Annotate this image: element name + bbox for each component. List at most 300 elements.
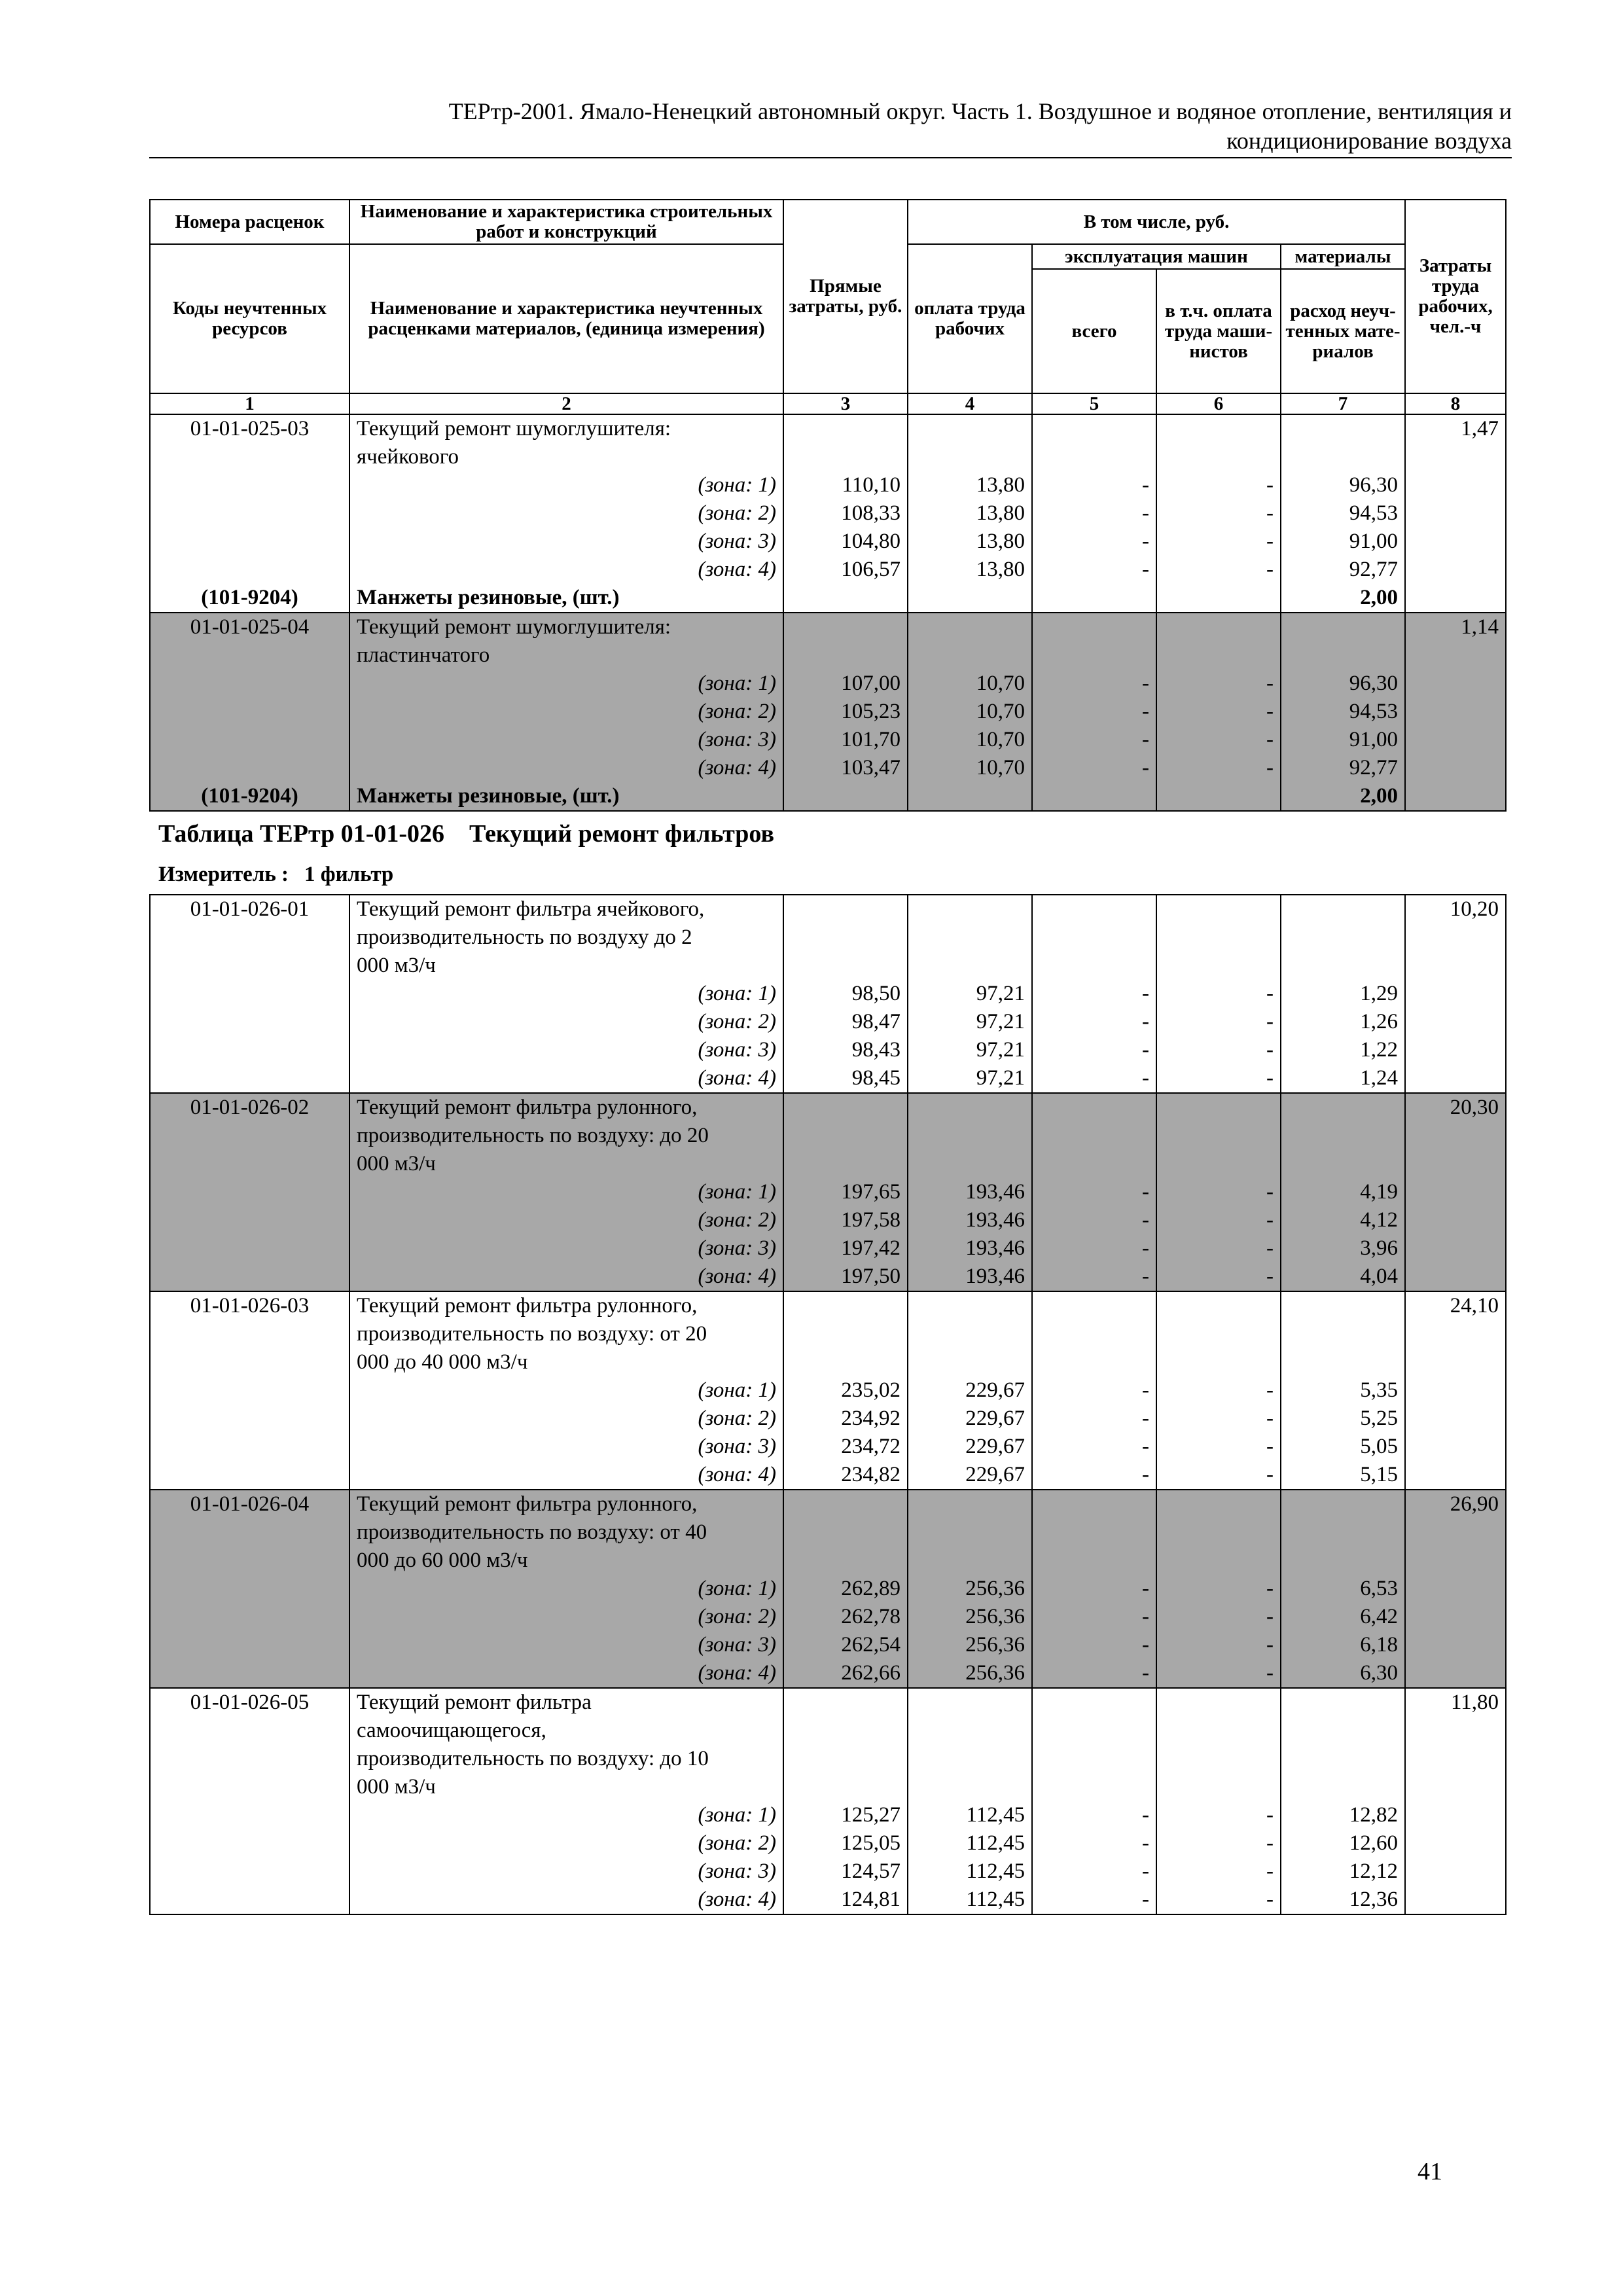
zone-label: (зона: 2)	[349, 1603, 783, 1631]
labor-pay: 10,70	[908, 754, 1032, 782]
zone-row	[150, 1206, 1506, 1234]
labor-cost: 1,14	[1405, 613, 1506, 641]
empty-cell	[783, 1291, 908, 1320]
empty-cell	[908, 1348, 1032, 1376]
col-material-name-header: Наименование и характеристика неучтенных расценками материалов, (единица измерения)	[349, 244, 783, 393]
empty-cell	[908, 1291, 1032, 1320]
rate-name-line: 000 м3/ч	[349, 952, 783, 980]
zone-row	[150, 1178, 1506, 1206]
empty-cell	[1281, 1093, 1405, 1122]
rate-title-row	[150, 1122, 1506, 1150]
labor-pay: 10,70	[908, 670, 1032, 698]
empty-cell	[1156, 1717, 1281, 1745]
labor-pay: 193,46	[908, 1263, 1032, 1291]
rate-title-row	[150, 1348, 1506, 1376]
empty-cell	[1405, 1857, 1506, 1886]
zone-label: (зона: 3)	[349, 1631, 783, 1659]
rate-title-row	[150, 1518, 1506, 1547]
page-header-line-2: кондиционирование воздуха	[1226, 128, 1512, 154]
direct-cost: 110,10	[783, 471, 908, 499]
machinists-pay: -	[1156, 1603, 1281, 1631]
machinists-pay: -	[1156, 670, 1281, 698]
col-machines-header: эксплуатация машин	[1032, 244, 1281, 269]
zone-label: (зона: 2)	[349, 1206, 783, 1234]
empty-cell	[908, 895, 1032, 924]
empty-cell	[1405, 1064, 1506, 1093]
rate-title-row	[150, 952, 1506, 980]
rate-name-line: производительность по воздуху: от 40	[349, 1518, 783, 1547]
empty-cell	[783, 1518, 908, 1547]
rate-name-line: Текущий ремонт шумоглушителя:	[349, 613, 783, 641]
empty-cell	[908, 952, 1032, 980]
col-number: 6	[1156, 393, 1281, 414]
rate-name-line: 000 м3/ч	[349, 1150, 783, 1178]
machines-total: -	[1032, 1461, 1156, 1490]
zone-row	[150, 1886, 1506, 1914]
zone-label: (зона: 3)	[349, 1857, 783, 1886]
rate-code	[150, 1547, 349, 1575]
rate-name-line: 000 до 40 000 м3/ч	[349, 1348, 783, 1376]
labor-cost: 10,20	[1405, 895, 1506, 924]
zone-row	[150, 556, 1506, 584]
empty-cell	[783, 641, 908, 670]
machinists-pay: -	[1156, 754, 1281, 782]
col-machines-total-header: всего	[1032, 269, 1156, 393]
empty-cell	[150, 528, 349, 556]
direct-cost: 125,27	[783, 1801, 908, 1829]
zone-row	[150, 1575, 1506, 1603]
labor-pay: 13,80	[908, 471, 1032, 499]
material-qty: 2,00	[1281, 782, 1405, 811]
machinists-pay: -	[1156, 1857, 1281, 1886]
machines-total: -	[1032, 1886, 1156, 1914]
zone-label: (зона: 1)	[349, 1801, 783, 1829]
rate-code	[150, 1122, 349, 1150]
machines-total: -	[1032, 499, 1156, 528]
zone-label: (зона: 3)	[349, 1036, 783, 1064]
machinists-pay: -	[1156, 1886, 1281, 1914]
labor-cost	[1405, 641, 1506, 670]
empty-cell	[1405, 1659, 1506, 1688]
machinists-pay: -	[1156, 1433, 1281, 1461]
empty-cell	[1405, 528, 1506, 556]
empty-cell	[150, 1064, 349, 1093]
machines-total: -	[1032, 754, 1156, 782]
table-number: Таблица ТЕРтр 01-01-026	[158, 820, 445, 848]
rate-code	[150, 1518, 349, 1547]
empty-cell	[783, 1490, 908, 1518]
empty-cell	[1405, 980, 1506, 1008]
rate-name-line: Текущий ремонт фильтра рулонного,	[349, 1093, 783, 1122]
empty-cell	[1156, 1518, 1281, 1547]
materials-cost: 5,35	[1281, 1376, 1405, 1405]
empty-cell	[150, 556, 349, 584]
empty-cell	[1405, 556, 1506, 584]
empty-cell	[908, 1320, 1032, 1348]
empty-cell	[1032, 895, 1156, 924]
rate-title-row	[150, 1717, 1506, 1745]
empty-cell	[1032, 584, 1156, 613]
zone-label: (зона: 1)	[349, 1376, 783, 1405]
direct-cost: 197,58	[783, 1206, 908, 1234]
empty-cell	[1405, 1575, 1506, 1603]
labor-cost: 26,90	[1405, 1490, 1506, 1518]
empty-cell	[783, 1745, 908, 1773]
empty-cell	[908, 1688, 1032, 1717]
empty-cell	[1405, 471, 1506, 499]
empty-cell	[783, 1547, 908, 1575]
rate-name-line: Текущий ремонт шумоглушителя:	[349, 414, 783, 443]
empty-cell	[150, 1857, 349, 1886]
rate-name-line: производительность по воздуху: до 10	[349, 1745, 783, 1773]
machinists-pay: -	[1156, 1008, 1281, 1036]
col-number: 8	[1405, 393, 1506, 414]
machines-total: -	[1032, 1659, 1156, 1688]
machines-total: -	[1032, 698, 1156, 726]
rate-title-row	[150, 1745, 1506, 1773]
rate-name-line: ячейкового	[349, 443, 783, 471]
labor-pay: 256,36	[908, 1575, 1032, 1603]
zone-label: (зона: 4)	[349, 754, 783, 782]
machinists-pay: -	[1156, 1178, 1281, 1206]
rate-code: 01-01-025-03	[150, 414, 349, 443]
col-resource-code-header: Коды неучтенных ресурсов	[150, 244, 349, 393]
empty-cell	[1032, 414, 1156, 443]
direct-cost: 262,89	[783, 1575, 908, 1603]
empty-cell	[1156, 613, 1281, 641]
machines-total: -	[1032, 670, 1156, 698]
materials-cost: 6,53	[1281, 1575, 1405, 1603]
empty-cell	[1405, 584, 1506, 613]
empty-cell	[1156, 1348, 1281, 1376]
rate-name-line: пластинчатого	[349, 641, 783, 670]
machines-total: -	[1032, 1603, 1156, 1631]
machinists-pay: -	[1156, 726, 1281, 754]
empty-cell	[908, 1122, 1032, 1150]
empty-cell	[908, 1773, 1032, 1801]
rate-code	[150, 952, 349, 980]
meter-label: Измеритель :	[158, 863, 289, 886]
empty-cell	[1281, 1745, 1405, 1773]
rate-name-line: 000 м3/ч	[349, 1773, 783, 1801]
labor-cost	[1405, 1122, 1506, 1150]
labor-pay: 229,67	[908, 1461, 1032, 1490]
empty-cell	[1032, 1773, 1156, 1801]
direct-cost: 98,45	[783, 1064, 908, 1093]
empty-cell	[783, 1093, 908, 1122]
labor-pay: 229,67	[908, 1405, 1032, 1433]
col-rate-number-header: Номера расценок	[150, 200, 349, 244]
empty-cell	[150, 1263, 349, 1291]
col-number: 4	[908, 393, 1032, 414]
rate-name-line: Текущий ремонт фильтра	[349, 1688, 783, 1717]
rate-title-row	[150, 1320, 1506, 1348]
table-name: Текущий ремонт фильтров	[469, 820, 774, 848]
empty-cell	[1405, 1234, 1506, 1263]
materials-cost: 6,42	[1281, 1603, 1405, 1631]
empty-cell	[1032, 1320, 1156, 1348]
col-materials-header: материалы	[1281, 244, 1405, 269]
empty-cell	[150, 471, 349, 499]
zone-row	[150, 1433, 1506, 1461]
empty-cell	[1032, 1688, 1156, 1717]
materials-cost: 12,36	[1281, 1886, 1405, 1914]
machinists-pay: -	[1156, 1659, 1281, 1688]
labor-cost	[1405, 1773, 1506, 1801]
zone-row	[150, 980, 1506, 1008]
col-number: 5	[1032, 393, 1156, 414]
direct-cost: 235,02	[783, 1376, 908, 1405]
machines-total: -	[1032, 726, 1156, 754]
labor-cost	[1405, 1745, 1506, 1773]
materials-cost: 94,53	[1281, 698, 1405, 726]
empty-cell	[150, 698, 349, 726]
zone-row	[150, 754, 1506, 782]
col-materials-unaccounted-header: расход неуч- тенных мате- риалов	[1281, 269, 1405, 393]
zone-label: (зона: 3)	[349, 528, 783, 556]
empty-cell	[908, 1490, 1032, 1518]
rate-code: 01-01-026-04	[150, 1490, 349, 1518]
materials-cost: 1,29	[1281, 980, 1405, 1008]
machines-total: -	[1032, 1008, 1156, 1036]
materials-cost: 4,19	[1281, 1178, 1405, 1206]
empty-cell	[1032, 1348, 1156, 1376]
materials-cost: 1,26	[1281, 1008, 1405, 1036]
empty-cell	[908, 443, 1032, 471]
empty-cell	[1156, 1122, 1281, 1150]
materials-cost: 3,96	[1281, 1234, 1405, 1263]
machinists-pay: -	[1156, 1405, 1281, 1433]
machinists-pay: -	[1156, 1064, 1281, 1093]
zone-row	[150, 1376, 1506, 1405]
empty-cell	[783, 1122, 908, 1150]
empty-cell	[1156, 1547, 1281, 1575]
machines-total: -	[1032, 1376, 1156, 1405]
machines-total: -	[1032, 1064, 1156, 1093]
empty-cell	[1405, 1036, 1506, 1064]
machines-total: -	[1032, 980, 1156, 1008]
direct-cost: 98,50	[783, 980, 908, 1008]
empty-cell	[908, 1745, 1032, 1773]
labor-pay: 13,80	[908, 528, 1032, 556]
rate-title-row	[150, 443, 1506, 471]
empty-cell	[1405, 1263, 1506, 1291]
empty-cell	[1281, 1348, 1405, 1376]
empty-cell	[150, 670, 349, 698]
material-qty: 2,00	[1281, 584, 1405, 613]
zone-label: (зона: 2)	[349, 499, 783, 528]
labor-pay: 112,45	[908, 1857, 1032, 1886]
labor-pay: 97,21	[908, 1036, 1032, 1064]
machines-total: -	[1032, 1631, 1156, 1659]
empty-cell	[783, 1348, 908, 1376]
rate-code: 01-01-026-03	[150, 1291, 349, 1320]
rate-code: 01-01-026-01	[150, 895, 349, 924]
labor-pay: 10,70	[908, 698, 1032, 726]
rate-title-row	[150, 924, 1506, 952]
empty-cell	[1281, 1518, 1405, 1547]
zone-row	[150, 1829, 1506, 1857]
rate-code	[150, 1717, 349, 1745]
empty-cell	[1281, 1150, 1405, 1178]
empty-cell	[150, 1234, 349, 1263]
materials-cost: 12,60	[1281, 1829, 1405, 1857]
header-rule	[149, 157, 1512, 158]
column-number-row	[150, 393, 1506, 414]
materials-cost: 92,77	[1281, 754, 1405, 782]
labor-pay: 112,45	[908, 1886, 1032, 1914]
machines-total: -	[1032, 556, 1156, 584]
direct-cost: 101,70	[783, 726, 908, 754]
col-number: 1	[150, 393, 349, 414]
machinists-pay: -	[1156, 1461, 1281, 1490]
empty-cell	[1156, 1745, 1281, 1773]
empty-cell	[908, 414, 1032, 443]
empty-cell	[1032, 1122, 1156, 1150]
empty-cell	[1281, 1320, 1405, 1348]
empty-cell	[908, 584, 1032, 613]
machinists-pay: -	[1156, 1206, 1281, 1234]
empty-cell	[1032, 1150, 1156, 1178]
direct-cost: 103,47	[783, 754, 908, 782]
labor-pay: 256,36	[908, 1659, 1032, 1688]
machines-total: -	[1032, 1206, 1156, 1234]
empty-cell	[150, 1036, 349, 1064]
empty-cell	[783, 1688, 908, 1717]
machines-total: -	[1032, 1857, 1156, 1886]
empty-cell	[1405, 754, 1506, 782]
labor-cost: 20,30	[1405, 1093, 1506, 1122]
empty-cell	[150, 1575, 349, 1603]
labor-pay: 193,46	[908, 1234, 1032, 1263]
empty-cell	[150, 726, 349, 754]
zone-row	[150, 1234, 1506, 1263]
machinists-pay: -	[1156, 1376, 1281, 1405]
rate-name-line: производительность по воздуху: от 20	[349, 1320, 783, 1348]
machinists-pay: -	[1156, 1263, 1281, 1291]
empty-cell	[1281, 414, 1405, 443]
labor-cost	[1405, 1717, 1506, 1745]
empty-cell	[150, 1008, 349, 1036]
col-machinists-pay-header: в т.ч. оплата труда маши- нистов	[1156, 269, 1281, 393]
empty-cell	[1156, 584, 1281, 613]
page-number: 41	[1418, 2158, 1442, 2185]
materials-cost: 4,12	[1281, 1206, 1405, 1234]
empty-cell	[908, 782, 1032, 811]
labor-pay: 112,45	[908, 1829, 1032, 1857]
empty-cell	[1405, 1603, 1506, 1631]
materials-cost: 91,00	[1281, 528, 1405, 556]
empty-cell	[1281, 1717, 1405, 1745]
empty-cell	[1032, 1717, 1156, 1745]
machinists-pay: -	[1156, 1036, 1281, 1064]
empty-cell	[783, 443, 908, 471]
materials-cost: 1,22	[1281, 1036, 1405, 1064]
empty-cell	[1156, 1320, 1281, 1348]
direct-cost: 108,33	[783, 499, 908, 528]
materials-cost: 1,24	[1281, 1064, 1405, 1093]
empty-cell	[1156, 1093, 1281, 1122]
empty-cell	[1281, 1547, 1405, 1575]
direct-cost: 262,78	[783, 1603, 908, 1631]
empty-cell	[1032, 1291, 1156, 1320]
empty-cell	[1281, 1688, 1405, 1717]
direct-cost: 262,54	[783, 1631, 908, 1659]
zone-row	[150, 1801, 1506, 1829]
empty-cell	[1405, 782, 1506, 811]
empty-cell	[1032, 443, 1156, 471]
empty-cell	[783, 1717, 908, 1745]
empty-cell	[1281, 1122, 1405, 1150]
labor-pay: 112,45	[908, 1801, 1032, 1829]
empty-cell	[1281, 641, 1405, 670]
empty-cell	[1032, 1490, 1156, 1518]
zone-label: (зона: 4)	[349, 1659, 783, 1688]
zone-row	[150, 1064, 1506, 1093]
machinists-pay: -	[1156, 1829, 1281, 1857]
empty-cell	[1032, 641, 1156, 670]
machines-total: -	[1032, 1433, 1156, 1461]
labor-pay: 193,46	[908, 1178, 1032, 1206]
direct-cost: 234,92	[783, 1405, 908, 1433]
rate-name-line: Текущий ремонт фильтра рулонного,	[349, 1291, 783, 1320]
empty-cell	[150, 1801, 349, 1829]
table-title	[158, 819, 774, 848]
empty-cell	[150, 1376, 349, 1405]
zone-label: (зона: 3)	[349, 1433, 783, 1461]
direct-cost: 106,57	[783, 556, 908, 584]
meter-line	[158, 863, 393, 887]
empty-cell	[1156, 1150, 1281, 1178]
empty-cell	[1156, 1688, 1281, 1717]
machines-total: -	[1032, 1178, 1156, 1206]
labor-pay: 229,67	[908, 1433, 1032, 1461]
rate-code	[150, 1773, 349, 1801]
machinists-pay: -	[1156, 499, 1281, 528]
empty-cell	[1032, 1093, 1156, 1122]
resource-code: (101-9204)	[150, 782, 349, 811]
rate-code: 01-01-026-05	[150, 1688, 349, 1717]
col-number: 3	[783, 393, 908, 414]
direct-cost: 104,80	[783, 528, 908, 556]
machines-total: -	[1032, 1036, 1156, 1064]
empty-cell	[1405, 1206, 1506, 1234]
machines-total: -	[1032, 1829, 1156, 1857]
labor-pay: 256,36	[908, 1603, 1032, 1631]
zone-label: (зона: 4)	[349, 556, 783, 584]
direct-cost: 124,81	[783, 1886, 908, 1914]
machinists-pay: -	[1156, 1801, 1281, 1829]
empty-cell	[1405, 698, 1506, 726]
zone-row	[150, 1631, 1506, 1659]
empty-cell	[1281, 924, 1405, 952]
empty-cell	[1032, 1518, 1156, 1547]
machinists-pay: -	[1156, 1234, 1281, 1263]
section-1-body	[150, 414, 1506, 811]
empty-cell	[150, 1603, 349, 1631]
empty-cell	[1156, 1490, 1281, 1518]
empty-cell	[150, 1178, 349, 1206]
empty-cell	[783, 1320, 908, 1348]
empty-cell	[1281, 952, 1405, 980]
rate-title-row	[150, 1490, 1506, 1518]
empty-cell	[783, 414, 908, 443]
empty-cell	[1405, 1008, 1506, 1036]
empty-cell	[1156, 782, 1281, 811]
zone-label: (зона: 1)	[349, 670, 783, 698]
labor-cost	[1405, 1518, 1506, 1547]
zone-row	[150, 1405, 1506, 1433]
